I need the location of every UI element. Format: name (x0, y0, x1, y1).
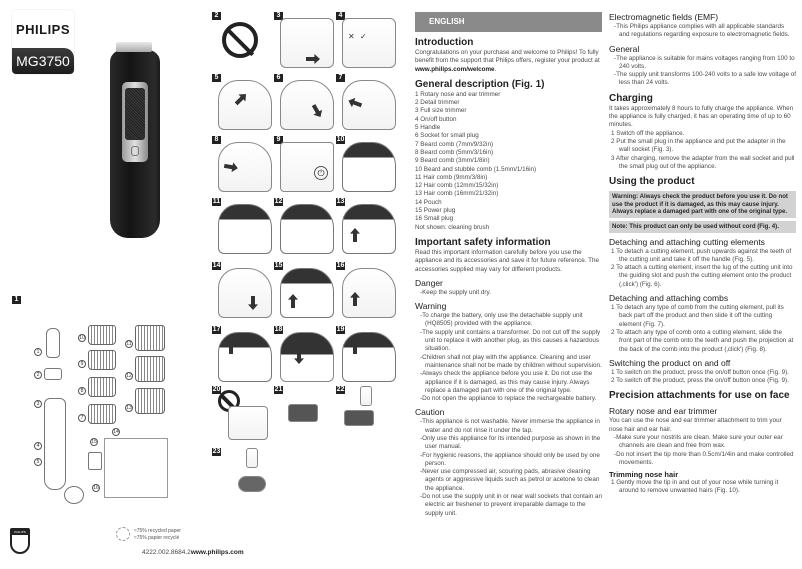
list-item: 2 Detail trimmer (415, 99, 460, 107)
safety-intro: Read this important information carefully before you use the appliance and its accessories and save it for future reference. The accessories supplied may vary for different products. (415, 248, 599, 273)
full-beard-sketch (280, 268, 334, 318)
comb-drawing-13 (135, 388, 165, 414)
callout-2: 2 (34, 371, 42, 379)
list-item: 1 Gently move the tip in and out of your nose while turning it around to remove unwanted hairs (Fig. 10). (611, 479, 779, 495)
brand-name: PHILIPS (12, 10, 74, 48)
list-item: -The supply unit contains a transformer. Do not cut off the supply unit to replace it with another plug, as this causes a hazardous situation. (420, 328, 601, 353)
fig-7 (336, 74, 396, 130)
rotary-head-sketch (238, 476, 266, 492)
list-item: -Always check the appliance before you use it. Do not use the appliance if it is damaged, as this may cause injury. Always replace a damaged part with one of the original type. (420, 370, 593, 394)
list-item: Not shown: cleaning brush (415, 223, 490, 231)
rotary-heading: Rotary nose and ear trimmer (609, 406, 718, 417)
caution-list (415, 418, 602, 518)
list-item: 14 Pouch (415, 198, 442, 206)
callout-10: 10 (79, 335, 85, 341)
comb-drawing-10 (88, 325, 116, 345)
introduction-text (415, 49, 602, 74)
list-item: -Keep the supply unit dry. (420, 288, 491, 296)
list-item: -Do not insert the tip more than 0.5cm/1/4in and make controlled movements. (614, 450, 794, 466)
fig-16-label: 16 (336, 262, 345, 269)
attach-sketch (280, 80, 334, 130)
nose-hair-steps (609, 479, 796, 496)
detail-trimmer-drawing (44, 368, 62, 380)
list-item: -Only use this appliance for its intended purpose as shown in the user manual. (420, 434, 601, 451)
fig-17-label: 17 (212, 326, 221, 333)
fig-2 (212, 12, 272, 68)
list-item: -This appliance is not washable. Never immerse the appliance in water and do not rinse it under the tap. (420, 418, 600, 434)
neckline-sketch (342, 332, 396, 382)
list-item: 7 Beard comb (7mm/9/32in) (415, 140, 494, 148)
precision-heading: Precision attachments for use on face (609, 390, 790, 402)
list-item: -The supply unit transforms 100-240 volts to a safe low voltage of less than 24 volts. (614, 71, 797, 87)
warning-box: Warning: Always check the product before you use it. Do not use the product if it is damaged, as this may cause injury. Always replace a damaged part with one of the original type. (609, 191, 796, 218)
nose-trim-sketch (342, 142, 396, 192)
fig-1-label: 1 (12, 296, 21, 304)
power-button-icon (131, 146, 139, 156)
list-item: 2 Put the small plug in the appliance and put the adapter in the wall socket (Fig. 3). (611, 137, 786, 154)
list-item: 2 To switch off the product, press the on/off button once (Fig. 9). (611, 377, 789, 385)
callout-13: 13 (126, 405, 132, 411)
brand-logo-box (12, 10, 74, 74)
using-heading: Using the product (609, 176, 695, 188)
list-item: 13 Hair comb (16mm/21/32in) (415, 190, 499, 198)
fig-13-label: 13 (336, 198, 345, 205)
blade-sketch (344, 410, 374, 426)
charging-heading: Charging (609, 92, 653, 104)
recycle-line-en: ≈75% recycled paper (134, 528, 181, 534)
cleaning-sketch (228, 406, 268, 440)
cross-icon: ✕ (348, 32, 355, 41)
callout-16: 16 (93, 485, 99, 491)
rotary-list (609, 434, 796, 467)
list-item: -To charge the battery, only use the detachable supply unit (HQ8505) provided with the appliance. (420, 312, 583, 328)
fig-21 (274, 386, 334, 442)
danger-list (415, 289, 602, 297)
language-heading: ENGLISH (415, 12, 602, 32)
model-number: MG3750 (12, 48, 74, 74)
fig-23-label: 23 (212, 448, 221, 455)
trimmer-blade (116, 42, 152, 52)
comb-drawing-8 (88, 377, 116, 397)
brush-sketch (360, 386, 372, 406)
shield-text: PHILIPS (14, 530, 26, 534)
fig-18 (274, 326, 334, 382)
no-water-icon (222, 22, 258, 58)
list-item: -Never use compressed air, scouring pads, abrasive cleaning agents or aggressive liquids such as petrol or acetone to clean the appliance. (420, 468, 600, 492)
fig-19-label: 19 (336, 326, 345, 333)
stubble-sketch (342, 268, 396, 318)
fig-6-label: 6 (274, 74, 283, 82)
fig-4-label: 4 (336, 12, 345, 20)
fig-2-label: 2 (212, 12, 221, 20)
rotary-text: You can use the nose and ear trimmer attachment to trim your nose hair and ear hair. (609, 417, 782, 433)
sideburn-sketch (280, 332, 334, 382)
fig-3 (274, 12, 334, 68)
footer-doc-code (142, 549, 244, 556)
combs-steps (609, 304, 796, 354)
fig-6 (274, 74, 334, 130)
list-item: 8 Beard comb (5mm/3/16in) (415, 148, 494, 156)
fig-22 (336, 386, 396, 442)
nose-hair-heading: Trimming nose hair (609, 470, 679, 480)
fig-9-label: 9 (274, 136, 283, 144)
fig-4 (336, 12, 396, 68)
fig-14 (212, 262, 272, 318)
list-item: 12 Hair comb (12mm/15/32in) (415, 182, 499, 190)
charging-steps (609, 130, 796, 171)
caution-heading: Caution (415, 407, 445, 418)
fig-22-label: 22 (336, 386, 345, 393)
callout-12: 12 (126, 373, 132, 379)
fig-23 (212, 448, 272, 504)
fig-16 (336, 262, 396, 318)
fig-7-label: 7 (336, 74, 345, 82)
fig-8-label: 8 (212, 136, 221, 144)
comb-drawing-12 (135, 356, 165, 382)
list-item: 6 Socket for small plug (415, 132, 479, 140)
blade-sketch (288, 404, 318, 422)
list-item: 16 Small plug (415, 215, 454, 223)
fig-19 (336, 326, 396, 382)
general-list (609, 55, 796, 88)
note-box: Note: This product can only be used without cord (Fig. 4). (609, 221, 796, 233)
warning-heading: Warning (415, 301, 447, 312)
list-item: 4 On/off button (415, 115, 457, 123)
cleaning-brush-drawing (64, 486, 84, 504)
fig-20 (212, 386, 272, 442)
comb-detach-sketch (342, 80, 396, 130)
list-item: 2 To attach any type of comb onto a cutting element, slide the front part of the comb onto the teeth and push the projection at the back of the comb into the product (‚click') (Fig. 8). (611, 328, 794, 353)
cutting-elements-heading: Detaching and attaching cutting elements (609, 236, 765, 247)
emf-heading: Electromagnetic fields (EMF) (609, 12, 719, 22)
intro-end: . (494, 65, 497, 73)
fig-12-label: 12 (274, 198, 283, 205)
beard-trim-sketch (342, 204, 396, 254)
pouch-drawing (104, 438, 168, 498)
charging-text: It takes approximately 8 hours to fully charge the appliance. When the appliance is fully charged, it has an operating time of up to 60 minutes. (609, 104, 794, 129)
introduction-heading: Introduction (415, 37, 474, 48)
nose-trimmer-drawing (46, 328, 60, 358)
fig-10-label: 10 (336, 136, 345, 143)
list-item: -The appliance is suitable for mains voltages ranging from 100 to 240 volts. (614, 54, 795, 70)
website-link[interactable]: www.philips.com (190, 549, 244, 556)
fig-17 (212, 326, 272, 382)
callout-7: 7 (78, 414, 86, 422)
doc-code: 4222.002.8684.2 (142, 549, 191, 556)
callout-8: 8 (78, 387, 86, 395)
fig-14-label: 14 (212, 262, 221, 269)
ear-trim-sketch (218, 204, 272, 254)
general-description-heading: General description (Fig. 1) (415, 78, 545, 90)
text-page (401, 0, 802, 569)
cutting-elements-steps (609, 248, 796, 289)
list-item: 3 After charging, remove the adapter from the wall socket and pull the small plug out of the appliance. (611, 154, 795, 170)
list-item: 1 Rotary nose and ear trimmer (415, 90, 501, 98)
fig-18-label: 18 (274, 326, 283, 333)
emf-list (609, 23, 796, 40)
fig-11-label: 11 (212, 198, 221, 205)
fig-10 (336, 136, 396, 192)
switching-heading: Switching the product on and off (609, 357, 731, 368)
callout-14: 14 (113, 429, 119, 435)
list-item: -This Philips appliance complies with all applicable standards and regulations regarding exposure to electromagnetic fields. (614, 23, 790, 39)
recycle-note (134, 528, 181, 542)
text-column-2 (609, 0, 796, 496)
comb-drawing-7 (88, 404, 116, 424)
comb-drawing-11 (135, 325, 165, 351)
callout-4: 4 (34, 442, 42, 450)
warning-list (415, 312, 602, 403)
recycle-icon (116, 527, 130, 541)
comb-drawing-9 (88, 350, 116, 370)
list-item: -Do not use the supply unit in or near wall sockets that contain an electric air freshener to prevent irreparable damage to the supply unit. (420, 493, 603, 517)
callout-11: 11 (126, 341, 132, 347)
safety-heading: Important safety information (415, 236, 551, 248)
callout-15: 15 (91, 439, 97, 445)
callout-3: 3 (34, 400, 42, 408)
list-item: 1 Switch off the appliance. (611, 129, 685, 137)
recycle-line-fr: ≈75% papier recyclé (134, 535, 180, 541)
brush-sketch (246, 448, 258, 468)
detach-sketch (218, 80, 272, 130)
handle-drawing (44, 398, 66, 490)
list-item: 10 Beard and stubble comb (1.5mm/1/16in) (415, 165, 537, 173)
power-icon: ⏻ (314, 166, 328, 180)
cordless-sketch (342, 18, 396, 68)
list-item: 5 Handle (415, 124, 441, 132)
fig-8 (212, 136, 272, 192)
register-link[interactable]: www.philips.com/welcome (415, 65, 495, 73)
list-item: -Make sure your nostrils are clean. Make sure your outer ear channels are clean and free from wax. (614, 433, 783, 450)
callout-5: 5 (34, 458, 42, 466)
fig-13 (336, 198, 396, 254)
fig-11 (212, 198, 272, 254)
fig-15 (274, 262, 334, 318)
fig-9 (274, 136, 334, 192)
fig-3-label: 3 (274, 12, 283, 20)
callout-9: 9 (78, 360, 86, 368)
text-column-1 (415, 0, 602, 518)
list-item: 15 Power plug (415, 207, 456, 215)
list-item: 2 To attach a cutting element, insert the lug of the cutting unit into the guiding slot and push the cutting element onto the product (‚click') (Fig. 6). (611, 264, 793, 288)
product-photo (108, 40, 162, 240)
fig-5 (212, 74, 272, 130)
hair-trim-sketch (218, 332, 272, 382)
list-item: 1 To detach any type of comb from the cutting element, pull its back part off the product and then slide it off the cutting element (Fig. 7). (611, 304, 784, 328)
list-item: -Children shall not play with the appliance. Cleaning and user maintenance shall not be made by children without supervision. (420, 353, 602, 369)
callout-1: 1 (34, 348, 42, 356)
intro-body: Congratulations on your purchase and welcome to Philips! To fully benefit from the support that Philips offers, register your product at (415, 49, 600, 65)
list-item: -For hygienic reasons, the appliance should only be used by one person. (420, 451, 600, 467)
fig-20-label: 20 (212, 386, 221, 393)
trimmer-grip-texture (125, 88, 145, 140)
philips-shield-logo (10, 528, 30, 554)
general-heading: General (609, 43, 640, 54)
neck-trim-sketch (218, 268, 272, 318)
fig-15-label: 15 (274, 262, 283, 269)
switching-steps (609, 369, 796, 386)
fig-5-label: 5 (212, 74, 221, 82)
fig-21-label: 21 (274, 386, 283, 393)
list-item: 1 To detach a cutting element, push upwards against the teeth of the cutting unit and take it off the handle (Fig. 5). (611, 247, 792, 263)
list-item: 3 Full size trimmer (415, 107, 467, 115)
danger-heading: Danger (415, 277, 443, 288)
list-item: 9 Beard comb (3mm/1/8in) (415, 157, 490, 165)
power-plug-drawing (88, 452, 102, 470)
parts-list (415, 91, 602, 232)
list-item: 11 Hair comb (9mm/3/8in) (415, 173, 488, 181)
beard-detail-sketch (280, 204, 334, 254)
list-item: 1 To switch on the product, press the on/off button once (Fig. 9). (611, 368, 789, 376)
list-item: -Do not open the appliance to replace the rechargeable battery. (420, 395, 597, 403)
check-icon: ✓ (360, 32, 367, 41)
fig-12 (274, 198, 334, 254)
combs-heading: Detaching and attaching combs (609, 293, 729, 304)
